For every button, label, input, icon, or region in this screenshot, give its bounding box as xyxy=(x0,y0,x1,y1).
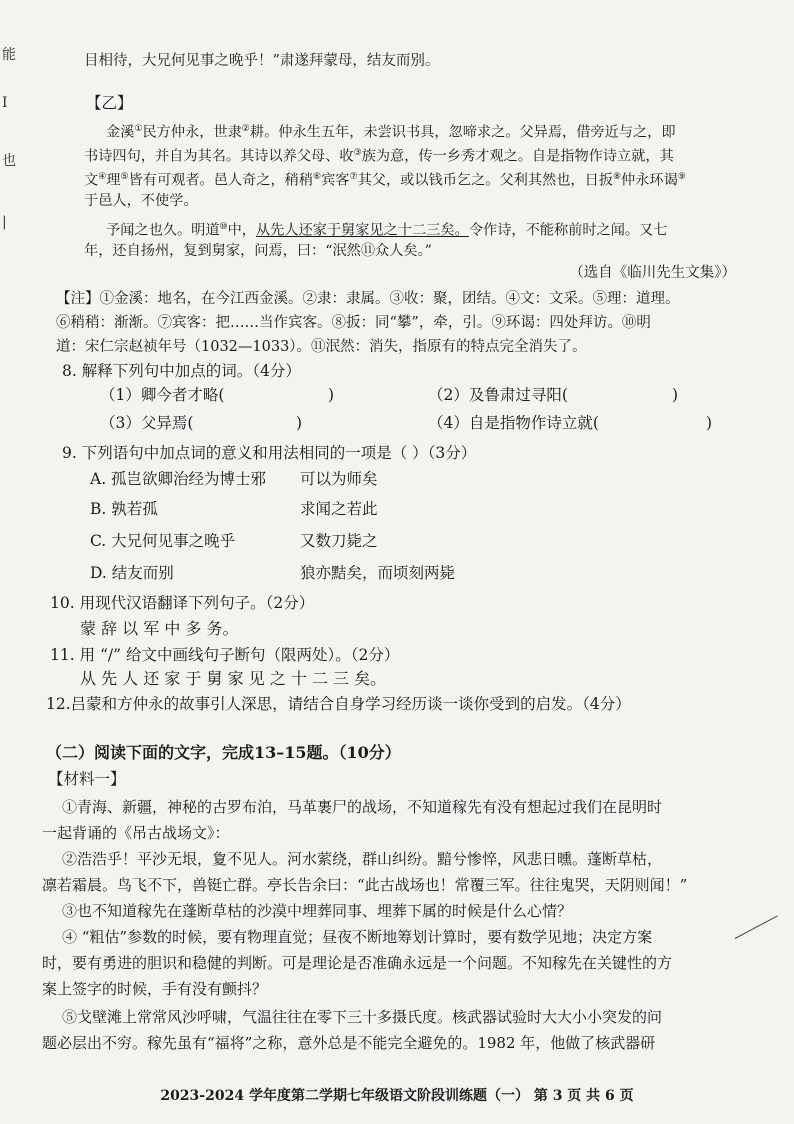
text-span: 皆有可观者。邑人奇之，稍稍 xyxy=(128,172,314,189)
text-span: 族为意，传一乡秀才观之。自是指物作诗立就，其 xyxy=(361,148,674,165)
q9-option-b: B. 孰若孤 xyxy=(90,500,158,518)
margin-mark: I xyxy=(2,95,8,111)
q8-item-text: （2）及鲁肃过寻阳( xyxy=(428,386,568,404)
q9-option-b-pair: 求闻之若此 xyxy=(300,500,378,518)
margin-mark: | xyxy=(2,214,7,230)
q9-option-a: A. 孤岂欲卿治经为博士邪 xyxy=(90,470,267,488)
passage-yi-line xyxy=(106,118,676,144)
source-citation: （选自《临川先生文集》） xyxy=(569,265,736,281)
text-span: 仲永环谒 xyxy=(621,172,678,189)
question-12: 12.吕蒙和方仲永的故事引人深思，请结合自身学习经历谈一谈你受到的启发。（4分） xyxy=(46,695,631,713)
q8-item-close: ) xyxy=(328,386,335,404)
note-mark: ③ xyxy=(353,148,362,158)
note-mark: ④ xyxy=(98,172,107,182)
material-1-line: ⑤戈壁滩上常常风沙呼啸，气温往往在零下三十多摄氏度。核武器试验时大大小小突发的问 xyxy=(62,1008,663,1026)
material-1-line: ②浩浩乎！平沙无垠，夐不见人。河水萦绕，群山纠纷。黯兮惨悴，风悲日曛。蓬断草枯， xyxy=(62,850,663,868)
margin-mark: 也 xyxy=(2,153,16,169)
material-1-line: 题必层出不穷。稼先虽有“福将”之称，意外总是不能完全避免的。1982 年，他做了核武器研 xyxy=(42,1034,656,1052)
q9-option-d-pair: 狼亦黠矣，而顷刻两毙 xyxy=(300,564,456,582)
note-mark: ⑨ xyxy=(677,172,686,182)
text-span: 耕。仲永生五年，未尝识书具，忽啼求之。父异焉，借旁近与之，即 xyxy=(249,124,676,141)
q8-item-close: ) xyxy=(296,414,303,432)
material-1-line: ③也不知道稼先在蓬断草枯的沙漠中埋葬同事、埋葬下属的时候是什么心情？ xyxy=(62,902,573,920)
text-span: 令作诗，不能称前时之闻。又七 xyxy=(468,222,668,239)
text-span: 文 xyxy=(84,172,99,189)
text-span: 书诗四句，并自为其名。其诗以养父母、收 xyxy=(84,148,354,165)
q8-item-close: ) xyxy=(672,386,679,404)
text-span: 民方仲永，世隶 xyxy=(142,124,242,141)
material-1-line: 时，要有勇进的胆识和稳健的判断。可是理论是否准确永远是一个问题。不知稼先在关键性的方 xyxy=(42,954,673,972)
q8-item xyxy=(428,412,599,434)
q8-item-text: （4）自是指物作诗立就( xyxy=(428,414,599,432)
q9-option-d: D. 结友而别 xyxy=(90,564,174,582)
passage-yi-line: 于邑人，不使学。 xyxy=(84,193,198,209)
passage-yi-heading: 【乙】 xyxy=(86,94,133,112)
note-mark: ⑧ xyxy=(612,172,622,182)
material-1-line: ①青海、新疆，神秘的古罗布泊，马革裹尸的战场，不知道稼先有没有想起过我们在昆明时 xyxy=(62,798,663,816)
note-mark: ① xyxy=(134,124,143,134)
margin-mark: 能 xyxy=(2,47,16,63)
question-8-stem: 8. 解释下列句中加点的词。（4分） xyxy=(62,362,301,380)
q8-item-text: （3）父异焉( xyxy=(100,414,194,432)
passage-yi-line: 年，还自扬州，复到舅家，问焉，曰：“泯然⑪众人矣。” xyxy=(84,243,432,259)
notes-line: ⑥稍稍：渐渐。⑦宾客：把……当作宾客。⑧扳：同“攀”，牵，引。⑨环谒：四处拜访。⑩明 xyxy=(56,315,651,331)
question-10-stem: 10. 用现代汉语翻译下列句子。（2分） xyxy=(50,594,315,612)
material-1-line: 案上签字的时候，手有没有颤抖？ xyxy=(42,980,268,998)
note-mark: ⑥ xyxy=(313,172,322,182)
page-footer: 2023-2024 学年度第二学期七年级语文阶段训练题（一） 第 3 页 共 6 页 xyxy=(160,1088,634,1104)
material-1-line: 一起背诵的《吊古战场文》： xyxy=(42,824,230,842)
passage-yi-line xyxy=(106,216,667,242)
q8-item xyxy=(428,384,568,406)
note-mark: ② xyxy=(241,124,250,134)
text-span: 予闻之也久。明道 xyxy=(106,222,220,239)
note-mark: ⑤ xyxy=(120,172,129,182)
material-1-line: ④ “粗估”参数的时候，要有物理直觉；昼夜不断地筹划计算时，要有数学见地；决定方案 xyxy=(62,928,653,946)
question-9-stem: 9. 下列语句中加点词的意义和用法相同的一项是（ ）（3分） xyxy=(62,444,477,462)
q9-option-c-pair: 又数刀毙之 xyxy=(300,532,378,550)
note-mark: ⑩ xyxy=(219,222,228,232)
q8-item-close: ) xyxy=(706,414,713,432)
text-span: 其父，或以钱币乞之。父利其然也，日扳 xyxy=(357,172,613,189)
passage-yi-line xyxy=(84,142,674,168)
text-span: 中， xyxy=(227,222,256,239)
material-1-heading: 【材料一】 xyxy=(48,770,126,788)
q8-item xyxy=(100,384,224,406)
q8-item-text: （1）卿今者才略( xyxy=(100,386,225,404)
passage-top-line: 目相待，大兄何见事之晚乎！”肃遂拜蒙母，结友而别。 xyxy=(84,53,440,69)
pen-scratch-mark xyxy=(735,916,778,939)
passage-yi-line xyxy=(84,166,686,192)
q9-option-a-pair: 可以为师矣 xyxy=(300,470,378,488)
text-span: 宾客 xyxy=(321,172,350,189)
notes-line: 【注】①金溪：地名，在今江西金溪。②隶：隶属。③收：聚，团结。④文：文采。⑤理：道理。 xyxy=(56,291,680,307)
underlined-sentence: 从先人还家于舅家见之十二三矣。 xyxy=(255,222,469,239)
material-1-line: 凛若霜晨。鸟飞不下，兽铤亡群。亭长告余曰：“此古战场也！常覆三军。往往鬼哭，天阴则闻！” xyxy=(42,876,688,894)
text-span: 理 xyxy=(106,172,121,189)
notes-line: 道：宋仁宗赵祯年号（1032—1033）。⑪泯然：消失，指原有的特点完全消失了。 xyxy=(56,339,587,355)
note-mark: ⑦ xyxy=(349,172,358,182)
text-span: 金溪 xyxy=(106,124,135,141)
question-10-sentence: 蒙 辞 以 军 中 多 务。 xyxy=(80,619,239,638)
question-11-sentence: 从 先 人 还 家 于 舅 家 见 之 十 二 三 矣。 xyxy=(80,669,387,688)
question-11-stem: 11. 用 “/” 给文中画线句子断句（限两处）。（2分） xyxy=(50,646,400,664)
q8-item xyxy=(100,412,193,434)
q9-option-c: C. 大兄何见事之晚乎 xyxy=(90,532,236,550)
section-2-heading: （二）阅读下面的文字，完成13–15题。（10分） xyxy=(46,743,401,762)
